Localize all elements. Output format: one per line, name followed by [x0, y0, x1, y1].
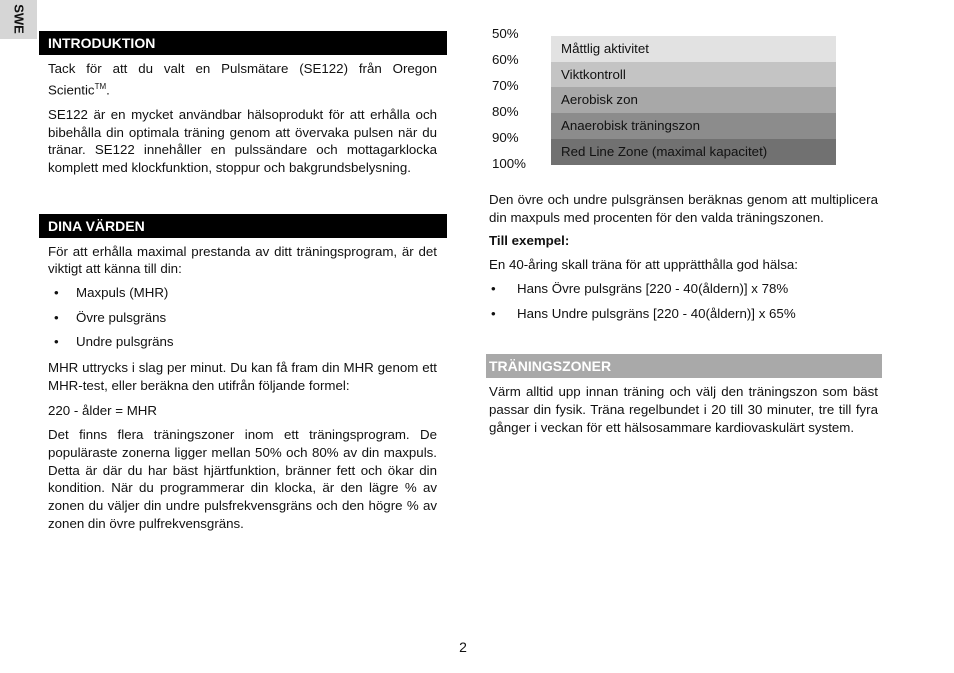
intro-p1-end: . [106, 82, 110, 98]
left-column [39, 31, 447, 532]
zone-percent-label: 60% [492, 52, 519, 67]
list-item [489, 280, 878, 298]
example-label-text: Till exempel: [489, 233, 570, 249]
page-number: 2 [459, 639, 467, 655]
zone-bar-aerobic [551, 87, 836, 113]
values-paragraph-1: För att erhålla maximal prestanda av ditt träningsprogram, är det viktigt att känna till din: [48, 243, 437, 277]
language-tab [0, 0, 37, 39]
bullet-dot: • [491, 305, 496, 321]
intro-paragraph-2: SE122 är en mycket användbar hälsoprodukt för att erhålla och bibehålla din optimala träning genom att övervaka pulsen när du tränar. SE122 innehåller en pulssändare och mottagarklocka komplett med klockfunktion, stoppur och bakgrundsbelysning. [48, 106, 437, 175]
language-label: SWE [11, 4, 27, 34]
example-label [489, 232, 878, 250]
training-section [489, 383, 882, 436]
bullet-dot: • [491, 280, 496, 296]
bullet-text: Maxpuls (MHR) [76, 285, 169, 301]
zone-percent-label: 50% [492, 26, 519, 41]
bullet-dot: • [54, 309, 59, 325]
trademark-sup: TM [94, 81, 107, 91]
bullet-text: Hans Undre pulsgräns [220 - 40(åldern)] x 65% [517, 305, 796, 321]
list-item [39, 284, 437, 302]
intro-paragraph-1 [48, 60, 437, 99]
example-text: En 40-åring skall träna för att upprätthålla god hälsa: [489, 257, 798, 273]
heart-rate-zones-table [489, 26, 882, 180]
right-column [489, 26, 882, 436]
bullet-text: Hans Övre pulsgräns [220 - 40(åldern)] x 78% [517, 280, 789, 296]
zone-percent-label: 90% [492, 130, 519, 145]
intro-heading: INTRODUKTION [39, 31, 447, 55]
zone-bar-label: Viktkontroll [561, 67, 626, 82]
calculation-section [489, 191, 882, 322]
values-heading: DINA VÄRDEN [39, 214, 447, 238]
zone-bar-anaerobic [551, 113, 836, 139]
list-item [39, 333, 437, 351]
values-section [39, 243, 447, 533]
bullet-text: Övre pulsgräns [76, 309, 167, 325]
zone-bar-label: Måttlig aktivitet [561, 41, 649, 56]
zone-percent-label: 70% [492, 78, 519, 93]
bullet-text: Undre pulsgräns [76, 334, 174, 350]
zone-bar-moderate [551, 36, 836, 62]
training-paragraph: Värm alltid upp innan träning och välj den träningszon som bäst passar din fysik. Träna regelbundet i 20 till 30 minuter, tre till fyra gånger i veckan för ett hälsosammare kardiovaskulärt system. [489, 384, 878, 435]
calculation-paragraph: Den övre och undre pulsgränsen beräknas genom att multiplicera din maxpuls med procenten för den valda träningszonen. [489, 192, 878, 225]
zone-percent-label: 100% [492, 156, 527, 171]
values-bullet-list [48, 284, 437, 351]
list-item [489, 305, 878, 323]
mhr-formula: 220 - ålder = MHR [48, 402, 158, 418]
zone-bar-label: Aerobisk zon [561, 92, 638, 107]
values-paragraph-3: Det finns flera träningszoner inom ett träningsprogram. De populäraste zonerna ligger mellan 50% och 80% av din maxpuls. Detta är där du har bäst hjärtfunktion, bränner fett och ökar din kondition. När du programmerar din klocka, är den lägre % av zonen du väljer din undre pulsfrekvensgräns och den högre % av zonen din övre pulfrekvensgräns. [48, 427, 437, 531]
values-paragraph-2: MHR uttrycks i slag per minut. Du kan få fram din MHR genom ett MHR-test, eller beräkna den utifrån följande formel: [48, 360, 437, 393]
zone-bar-label: Anaerobisk träningszon [561, 118, 700, 133]
bullet-dot: • [54, 334, 59, 350]
intro-p1-text: Tack för att du valt en Pulsmätare (SE122) från Oregon Scientic [48, 61, 437, 98]
zone-bar-red-line [551, 139, 836, 165]
list-item [39, 309, 437, 327]
intro-section [39, 60, 447, 177]
zone-percent-label: 80% [492, 104, 519, 119]
example-bullet-list [489, 280, 878, 322]
zone-bar-weight-control [551, 62, 836, 88]
zone-bar-label: Red Line Zone (maximal kapacitet) [561, 144, 768, 159]
bullet-dot: • [54, 285, 59, 301]
training-zones-heading: TRÄNINGSZONER [486, 354, 882, 378]
